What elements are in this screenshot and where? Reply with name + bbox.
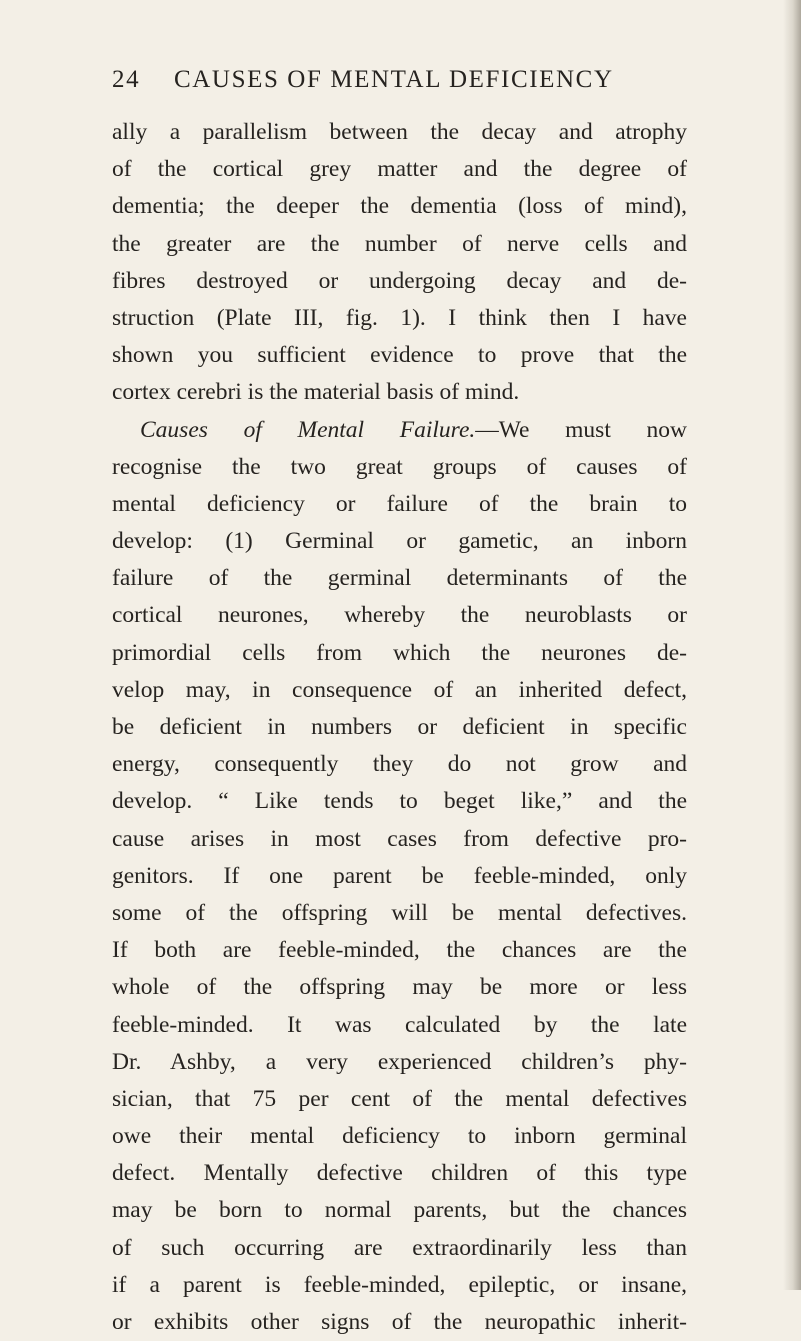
text-line: develop: (1) Germinal or gametic, an inborn (112, 528, 687, 555)
text-line: if a parent is feeble-minded, epileptic, or insane, (112, 1271, 687, 1298)
text-line: Dr. Ashby, a very experienced children’s phy- (112, 1048, 687, 1075)
text-line: may be born to normal parents, but the chances (112, 1197, 687, 1224)
text-line: ally a parallelism between the decay and atrophy (112, 119, 687, 145)
text-line: cause arises in most cases from defective pro- (112, 825, 687, 852)
page-edge-shadow (783, 0, 801, 1290)
text-line: velop may, in consequence of an inherited defect, (112, 676, 687, 703)
text-line: mental deficiency or failure of the brain to (112, 490, 687, 517)
text-line: or exhibits other signs of the neuropathic inherit- (112, 1309, 687, 1335)
running-head (112, 62, 692, 98)
section-heading-line (112, 412, 687, 449)
text-line: fibres destroyed or undergoing decay and de- (112, 267, 687, 294)
running-title: CAUSES OF MENTAL DEFICIENCY (174, 66, 614, 93)
text-line: energy, consequently they do not grow and (112, 751, 687, 778)
text-line: shown you sufficient evidence to prove that the (112, 342, 687, 369)
text-line: some of the offspring will be mental defectives. (112, 899, 687, 926)
section-heading-tail: —We must now (475, 416, 687, 443)
text-line: recognise the two great groups of causes of (112, 453, 687, 480)
body-text (112, 114, 687, 1341)
text-line: be deficient in numbers or deficient in specific (112, 714, 687, 740)
text-line: defect. Mentally defective children of this type (112, 1160, 687, 1187)
text-line: owe their mental deficiency to inborn germinal (112, 1123, 687, 1150)
text-line: If both are feeble-minded, the chances are the (112, 937, 687, 964)
text-line: genitors. If one parent be feeble-minded, only (112, 862, 687, 889)
text-line: the greater are the number of nerve cells and (112, 230, 687, 257)
text-line: dementia; the deeper the dementia (loss of mind), (112, 193, 687, 220)
text-line: struction (Plate III, fig. 1). I think then I have (112, 304, 687, 331)
text-line: primordial cells from which the neurones de- (112, 639, 687, 666)
text-line: feeble-minded. It was calculated by the late (112, 1011, 687, 1038)
text-line: of such occurring are extraordinarily less than (112, 1234, 687, 1261)
page-number: 24 (112, 66, 141, 93)
text-line: failure of the germinal determinants of the (112, 565, 687, 592)
text-line: develop. “ Like tends to beget like,” and the (112, 788, 687, 815)
text-line: sician, that 75 per cent of the mental defectives (112, 1085, 687, 1112)
text-line: cortical neurones, whereby the neuroblasts or (112, 602, 687, 629)
text-line: of the cortical grey matter and the degree of (112, 156, 687, 183)
section-heading: Causes of Mental Failure. (140, 416, 476, 443)
text-line: cortex cerebri is the material basis of mind. (112, 379, 520, 406)
text-line: whole of the offspring may be more or less (112, 974, 687, 1001)
